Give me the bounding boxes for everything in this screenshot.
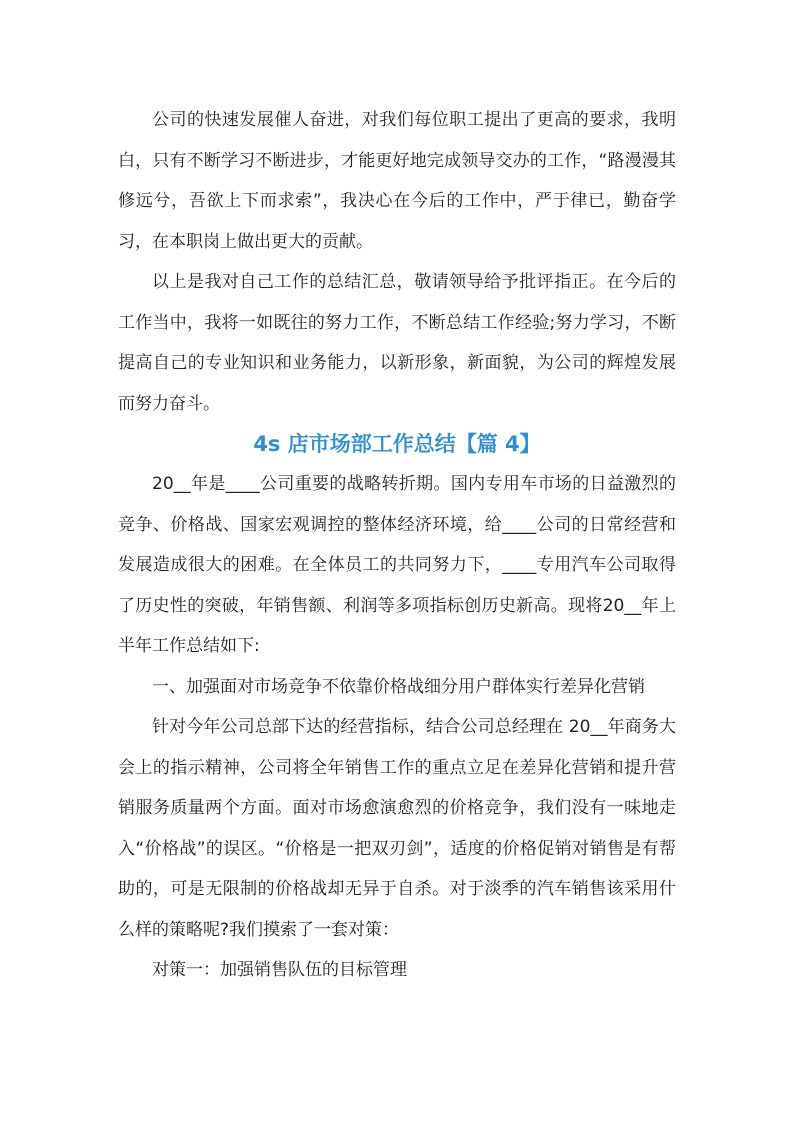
- paragraph-conclusion: 以上是我对自己工作的总结汇总，敬请领导给予批评指正。在今后的工作当中，我将一如既往的努力工作，不断总结工作经验;努力学习，不断提高自己的专业知识和业务能力，以新形象，新面貌，为公司的辉煌发展而努力奋斗。: [118, 272, 676, 414]
- paragraph-intro: 20__年是____公司重要的战略转折期。国内专用车市场的日益激烈的竞争、价格战、国家宏观调控的整体经济环境，给____公司的日常经营和发展造成很大的困难。在全体员工的共同努力下，____专用汽车公司取得了历史性的突破，年销售额、利润等多项指标创历史新高。现将20__年上半年工作总结如下:: [118, 474, 676, 656]
- section-heading: 4s 店市场部工作总结【篇 4】: [253, 432, 541, 456]
- document-body: [118, 100, 676, 991]
- strategy-1-title: 对策一：加强销售队伍的目标管理: [152, 960, 407, 980]
- section-1-title: 一、加强面对市场竞争不依靠价格战细分用户群体实行差异化营销: [152, 676, 645, 697]
- paragraph-commitment: 公司的快速发展催人奋进，对我们每位职工提出了更高的要求，我明白，只有不断学习不断进步，才能更好地完成领导交办的工作，“路漫漫其修远兮，吾欲上下而求索”，我决心在今后的工作中，严于律已，勤奋学习，在本职岗上做出更大的贡献。: [118, 110, 676, 252]
- paragraph-section-1-body: 针对今年公司总部下达的经营指标，结合公司总经理在 20__年商务大会上的指示精神，公司将全年销售工作的重点立足在差异化营销和提升营销服务质量两个方面。面对市场愈演愈烈的价格竞争，我们没有一味地走入“价格战”的误区。“价格是一把双刃剑”，适度的价格促销对销售是有帮助的，可是无限制的价格战却无异于自杀。对于淡季的汽车销售该采用什么样的策略呢?我们摸索了一套对策：: [118, 717, 676, 940]
